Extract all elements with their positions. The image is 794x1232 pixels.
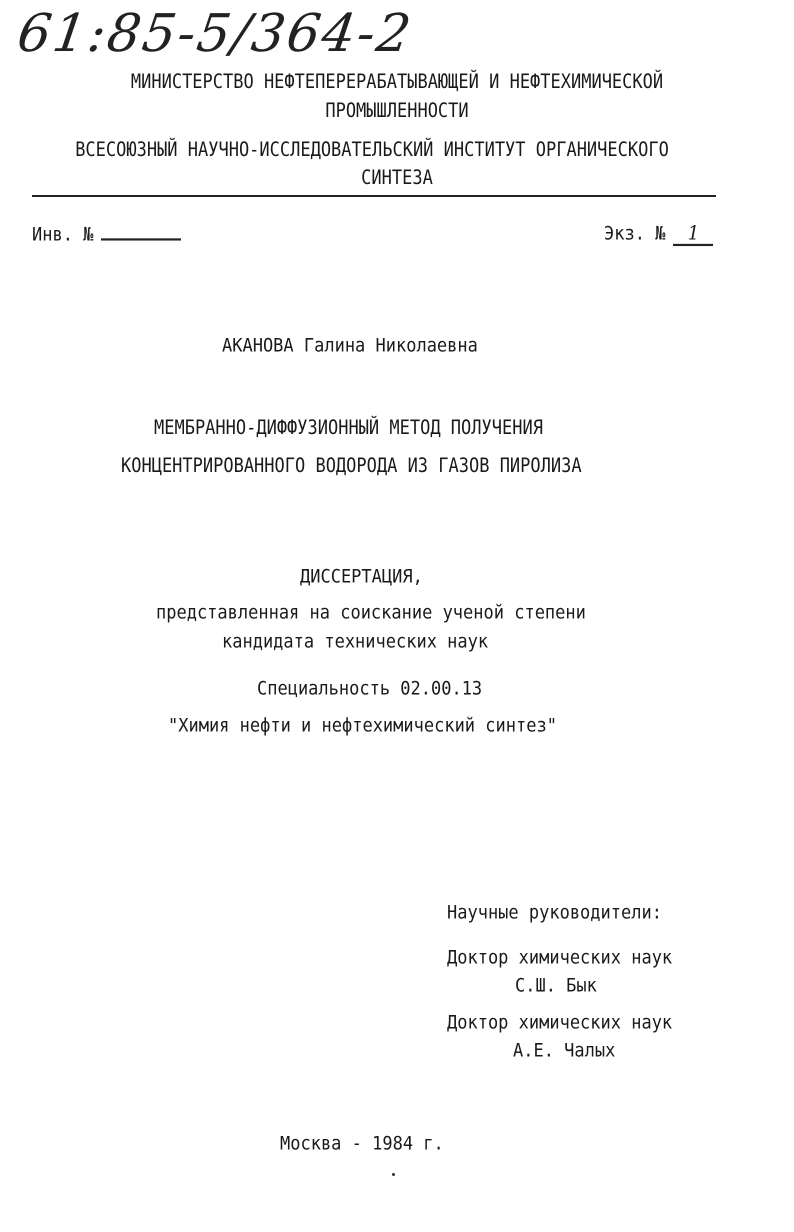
dissertation-label: ДИССЕРТАЦИЯ,: [300, 566, 423, 588]
handwritten-catalog-code: 61:85-5/364-2: [13, 4, 417, 64]
place-and-year: Москва - 1984 г.: [280, 1133, 444, 1155]
copy-number-value: 1: [673, 228, 713, 246]
degree-line-1: представленная на соискание ученой степени: [156, 602, 586, 624]
degree-line-2: кандидата технических наук: [222, 631, 489, 653]
advisor-2-name: А.Е. Чалых: [513, 1040, 616, 1062]
copy-number-label: Экз. №: [604, 222, 666, 245]
inventory-number-blank: [101, 223, 181, 241]
copy-number-field: [604, 223, 713, 246]
inventory-number-field: [32, 223, 181, 246]
title-line-1: МЕМБРАННО-ДИФФУЗИОННЫЙ МЕТОД ПОЛУЧЕНИЯ: [154, 416, 543, 440]
ministry-line-2: ПРОМЫШЛЕННОСТИ: [325, 99, 469, 123]
advisor-1-name: С.Ш. Бык: [515, 975, 597, 997]
advisor-1-degree: Доктор химических наук: [447, 947, 673, 969]
ministry-line-1: МИНИСТЕРСТВО НЕФТЕПЕРЕРАБАТЫВАЮЩЕЙ И НЕФТЕХИМИЧЕСКОЙ: [130, 70, 664, 94]
author-name: АКАНОВА Галина Николаевна: [222, 335, 478, 357]
title-line-2: КОНЦЕНТРИРОВАННОГО ВОДОРОДА ИЗ ГАЗОВ ПИРОЛИЗА: [121, 454, 582, 478]
institute-line-2: СИНТЕЗА: [361, 166, 433, 190]
page-speck: [392, 1173, 395, 1176]
inventory-number-label: Инв. №: [32, 224, 94, 247]
specialty-name: "Химия нефти и нефтехимический синтез": [168, 715, 557, 737]
advisors-heading: Научные руководители:: [447, 902, 662, 924]
specialty-code: Специальность 02.00.13: [257, 678, 483, 700]
header-rule: [32, 195, 716, 197]
advisor-2-degree: Доктор химических наук: [447, 1012, 673, 1034]
institute-line-1: ВСЕСОЮЗНЫЙ НАУЧНО-ИССЛЕДОВАТЕЛЬСКИЙ ИНСТИТУТ ОРГАНИЧЕСКОГО: [75, 138, 669, 162]
